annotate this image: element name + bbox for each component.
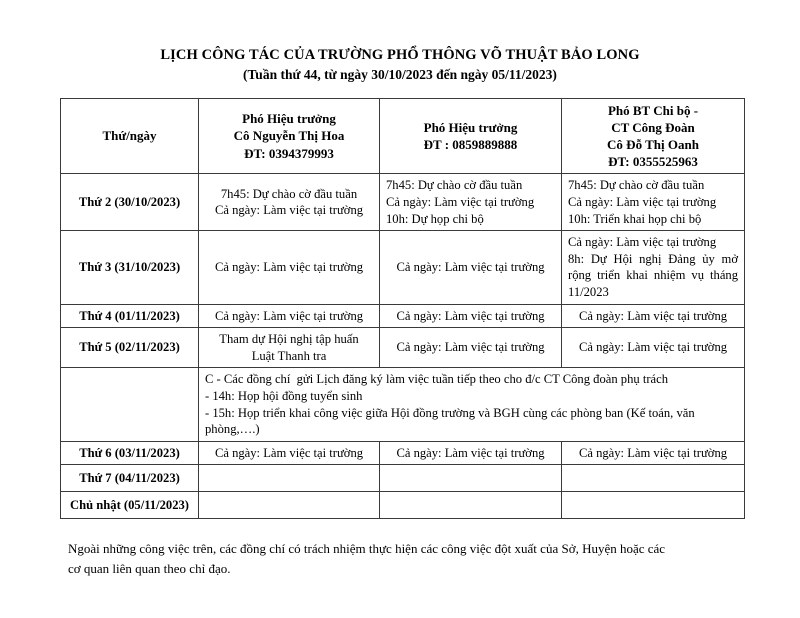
day-label: Thứ 6 (03/11/2023) [61,441,199,465]
note-line-1: C - Các đồng chí gửi Lịch đăng ký làm việc tuần tiếp theo cho đ/c CT Công đoàn phụ trách [205,372,669,387]
cell-vp2 [380,231,562,304]
header-vp2-line2: ĐT : 0859889888 [423,136,518,152]
header-pd-line1: Phó BT Chi bộ - [607,102,699,118]
cell-line: 7h45: Dự chào cờ đầu tuần [386,178,523,193]
table-row [61,304,745,328]
header-vp2-line1: Phó Hiệu trưởng [423,119,518,135]
day-label: Thứ 3 (31/10/2023) [61,231,199,304]
footer-note [68,539,740,578]
header-cell-party-deputy [562,98,745,174]
schedule-table-wrapper [60,98,744,520]
page-title: LỊCH CÔNG TÁC CỦA TRƯỜNG PHỔ THÔNG VÕ THUẬT BẢO LONG [160,47,640,63]
cell-line: 8h: Dự Hội nghị Đảng ủy mở rộng triển khai nhiệm vụ tháng 11/2023 [568,251,738,299]
cell-vp2: Cả ngày: Làm việc tại trường [380,441,562,465]
cell-party-deputy [562,465,745,492]
day-label: Thứ 4 (01/11/2023) [61,304,199,328]
cell-vp1 [199,465,380,492]
cell-line: Cả ngày: Làm việc tại trường [214,203,364,218]
title-block [0,0,800,84]
cell-party-deputy [562,492,745,519]
cell-line: Cả ngày: Làm việc tại trường [396,260,545,275]
table-row [61,328,745,368]
cell-party-deputy: Cả ngày: Làm việc tại trường [562,328,745,368]
header-vp1-line1: Phó Hiệu trưởng [242,111,336,127]
day-label: Thứ 7 (04/11/2023) [61,465,199,492]
cell-vp1 [199,231,380,304]
cell-party-deputy: Cả ngày: Làm việc tại trường [562,441,745,465]
cell-party-deputy [562,231,745,304]
schedule-table [60,98,745,520]
cell-shared-notes [199,368,745,441]
cell-party-deputy [562,174,745,231]
header-pd-line2: CT Công Đoàn [611,119,695,135]
header-vp1-line3: ĐT: 0394379993 [244,145,334,161]
cell-vp2 [380,174,562,231]
day-label: Thứ 2 (30/10/2023) [61,174,199,231]
cell-vp1 [199,328,380,368]
header-day-label: Thứ/ngày [102,128,157,144]
cell-line: Cả ngày: Làm việc tại trường [214,260,364,275]
cell-vp1 [199,174,380,231]
cell-vp2: Cả ngày: Làm việc tại trường [380,304,562,328]
cell-line: Tham dự Hội nghị tập huấn [219,332,359,347]
cell-vp1 [199,492,380,519]
table-header-row [61,98,745,174]
day-label: Thứ 5 (02/11/2023) [61,328,199,368]
table-row [61,231,745,304]
header-pd-line4: ĐT: 0355525963 [608,154,698,170]
note-line-2: - 14h: Họp hội đồng tuyển sinh [205,389,363,403]
cell-vp1: Cả ngày: Làm việc tại trường [199,304,380,328]
day-label-empty [61,368,199,441]
table-row [61,465,745,492]
table-row [61,441,745,465]
footer-line-1: Ngoài những công việc trên, các đồng chí có trách nhiệm thực hiện các công việc đột xuất của Sở, Huyện hoặc các [68,541,666,557]
page-subtitle: (Tuần thứ 44, từ ngày 30/10/2023 đến ngày 05/11/2023) [243,67,557,83]
cell-vp2 [380,465,562,492]
cell-line: 7h45: Dự chào cờ đầu tuần [568,178,705,193]
footer-line-2: cơ quan liên quan theo chỉ đạo. [68,560,231,576]
cell-line: Cả ngày: Làm việc tại trường [568,194,717,209]
day-label: Chủ nhật (05/11/2023) [61,492,199,519]
header-vp2-block [424,119,518,153]
cell-line: Luật Thanh tra [251,348,327,363]
header-cell-day [61,98,199,174]
cell-line: 10h: Dự họp chi bộ [386,211,484,226]
cell-line: 10h: Triển khai họp chi bộ [568,211,702,226]
table-row-notes [61,368,745,441]
cell-line: Cả ngày: Làm việc tại trường [568,235,717,250]
note-line-3: - 15h: Họp triển khai công việc giữa Hội đồng trường và BGH cùng các phòng ban (Kế toán, văn phòng,….) [205,405,695,437]
cell-vp2 [380,492,562,519]
cell-party-deputy: Cả ngày: Làm việc tại trường [562,304,745,328]
header-pd-line3: Cô Đỗ Thị Oanh [607,136,699,152]
cell-line: 7h45: Dự chào cờ đầu tuần [220,186,358,201]
table-row [61,174,745,231]
header-cell-vice-principal-1 [199,98,380,174]
cell-vp1: Cả ngày: Làm việc tại trường [199,441,380,465]
header-cell-vice-principal-2 [380,98,562,174]
header-vp1-line2: Cô Nguyễn Thị Hoa [233,128,345,144]
cell-vp2: Cả ngày: Làm việc tại trường [380,328,562,368]
table-row [61,492,745,519]
cell-line: Cả ngày: Làm việc tại trường [386,194,535,209]
